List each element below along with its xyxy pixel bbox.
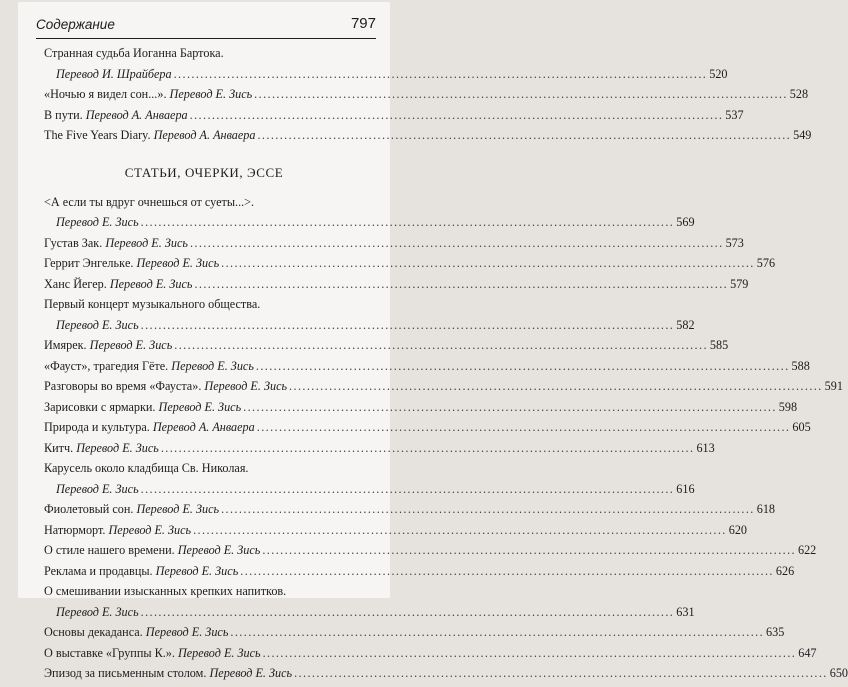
dot-leader [256, 359, 790, 374]
toc-entry-title: Ханс Йегер. [44, 276, 107, 291]
toc-entry-translator: Перевод Е. Зись [56, 481, 139, 496]
toc-entry-page: 650 [829, 666, 848, 680]
toc-entry-title: Зарисовки с ярмарки. [44, 399, 156, 414]
dot-leader [174, 67, 708, 82]
toc-entry-page: 598 [778, 399, 798, 414]
dot-leader [230, 625, 764, 640]
toc-entry-title: В пути. [44, 107, 83, 122]
toc-entry-text [44, 564, 238, 579]
toc-entry-page: 573 [725, 235, 744, 250]
toc-entry-translator: Перевод Е. Зись [89, 338, 173, 352]
dot-leader [190, 108, 724, 123]
toc-entry-text [44, 277, 192, 292]
toc-entry-title: О смешивании изысканных крепких напитков. [44, 584, 287, 598]
toc-entry-title: «Ночью я видел сон...». [44, 87, 167, 101]
toc-entry [44, 584, 364, 605]
dot-leader [221, 502, 755, 517]
toc-entry-page: 635 [766, 625, 785, 639]
toc-entry-translator: Перевод Е. Зись [204, 379, 288, 393]
toc-entry-page: 605 [792, 420, 811, 434]
toc-entry [44, 461, 364, 482]
toc-entry-translator: Перевод И. Шрайбера [56, 66, 172, 81]
toc-entry-title: Натюрморт. [44, 522, 106, 537]
toc-entry [44, 46, 364, 67]
toc-entry [44, 66, 728, 88]
toc-entry-text [44, 87, 252, 102]
running-header [36, 12, 376, 39]
toc-entry [44, 358, 810, 380]
toc-entry [44, 399, 798, 421]
toc-entry-title: Природа и культура. [44, 420, 150, 434]
toc-entry-page: 579 [730, 276, 749, 291]
toc-entry-text [44, 379, 287, 394]
toc-entry [44, 440, 715, 462]
toc-entry-text [44, 359, 254, 374]
toc-entry-text [44, 461, 248, 476]
toc-entry-title: Фиолетовый сон. [44, 502, 134, 516]
toc-entry-translator: Перевод Е. Зись [56, 215, 139, 229]
dot-leader [257, 420, 791, 435]
toc-entry [44, 195, 364, 216]
toc-entry-translator: Перевод Е. Зись [158, 399, 242, 414]
toc-entry [44, 645, 817, 667]
toc-entry-text [44, 338, 172, 353]
toc-entry-page: 620 [728, 522, 748, 537]
toc-entry-translator: Перевод Е. Зись [177, 543, 261, 557]
dot-leader [174, 338, 708, 353]
toc-entry-text [44, 46, 224, 61]
toc-entry-page: 582 [676, 317, 695, 332]
toc-entry-translator: Перевод Е. Зись [56, 317, 139, 332]
toc-entry [44, 297, 364, 318]
toc-entry [44, 379, 843, 400]
toc-entry-text [44, 523, 191, 538]
dot-leader [194, 277, 728, 292]
toc-entry-text [44, 108, 188, 123]
dot-leader [193, 523, 727, 538]
dot-leader [254, 87, 788, 102]
toc-entry-translator: Перевод Е. Зись [155, 563, 239, 578]
toc-entry-translator: Перевод Е. Зись [56, 604, 139, 619]
toc-entry-translator: Перевод Е. Зись [177, 645, 261, 660]
toc-entry-translator: Перевод Е. Зись [109, 276, 193, 291]
toc-entry-translator: Перевод А. Анваера [153, 128, 256, 142]
toc-entry-page: 591 [824, 379, 843, 393]
dot-leader [190, 236, 724, 251]
toc-entry [44, 256, 776, 277]
toc-entry [44, 563, 795, 585]
toc-entry-translator: Перевод Е. Зись [105, 235, 188, 250]
toc-entry-title: Странная судьба Иоганна Бартока. [44, 46, 224, 60]
toc-entry [44, 107, 744, 129]
toc-entry-page: 520 [709, 66, 728, 81]
dot-leader [141, 215, 675, 230]
toc-entry-text [44, 646, 261, 661]
dot-leader [294, 666, 828, 681]
toc-entry-page: 528 [789, 87, 809, 101]
toc-entry-page: 537 [725, 107, 744, 122]
toc-entry-text [44, 297, 260, 312]
dot-leader [240, 564, 774, 579]
toc-entry-text [44, 666, 292, 681]
toc-entry-text [44, 584, 286, 599]
toc-entry-text [44, 502, 219, 517]
toc-entry-page: 626 [775, 563, 795, 578]
toc-entry-title: Основы декаданса. [44, 625, 143, 639]
header-section-title: Содержание [36, 17, 115, 32]
toc-entry-text [44, 543, 260, 558]
toc-entry-text [56, 482, 139, 497]
toc-entry-title: О стиле нашего времени. [44, 543, 175, 557]
toc-entry-text [44, 400, 241, 415]
toc-entry-page: 549 [793, 128, 812, 142]
toc-entry-title: Геррит Энгелькe. [44, 256, 134, 270]
dot-leader [141, 605, 675, 620]
toc-entry-translator: Перевод Е. Зись [108, 522, 192, 537]
toc-entry-page: 616 [676, 481, 695, 496]
toc-entry-page: 576 [756, 256, 776, 270]
toc-entry-title: Первый концерт музыкального общества. [44, 297, 261, 311]
toc-entry-text [56, 215, 139, 230]
toc-entry-title: <А если ты вдруг очнешься от суеты...>. [44, 194, 255, 209]
dot-leader [221, 256, 755, 271]
toc-entry-translator: Перевод А. Анваера [85, 107, 188, 122]
toc-entry-text [56, 67, 172, 82]
toc-part-1 [44, 46, 812, 149]
toc-entry-translator: Перевод Е. Зись [169, 87, 253, 101]
toc-entry [44, 215, 695, 236]
toc-entry-page: 647 [798, 645, 817, 660]
toc-entry-title: О выставке «Группы К.». [44, 645, 175, 660]
toc-entry-translator: Перевод Е. Зись [209, 666, 293, 680]
toc-entry-text [56, 605, 139, 620]
header-page-number: 797 [350, 15, 376, 32]
dot-leader [289, 379, 823, 394]
toc-part-2 [44, 194, 848, 687]
toc-entry [44, 128, 812, 149]
toc-entry [44, 276, 749, 298]
toc-entry-page: 618 [756, 502, 775, 516]
toc-entry [44, 235, 744, 257]
toc-entry-title: Разговоры во время «Фауста». [44, 379, 202, 393]
toc-entry-text [44, 441, 159, 456]
toc-entry [44, 420, 811, 441]
toc-entry-translator: Перевод Е. Зись [136, 502, 220, 516]
toc-entry [44, 604, 695, 626]
toc-entry [44, 481, 695, 503]
toc-entry-page: 622 [797, 543, 817, 557]
toc-entry-translator: Перевод А. Анваера [152, 420, 255, 434]
toc-entry-page: 585 [709, 338, 729, 352]
toc-entry-text [44, 195, 254, 210]
toc-entry-page: 588 [791, 358, 810, 373]
dot-leader [161, 441, 695, 456]
toc-entry-translator: Перевод Е. Зись [136, 256, 220, 270]
book-page [18, 2, 848, 680]
toc-entry-text [44, 256, 219, 271]
toc-entry-title: The Five Years Diary. [44, 128, 151, 142]
toc-entry-text [44, 625, 228, 640]
toc-entry-translator: Перевод Е. Зись [171, 358, 254, 373]
toc-entry [44, 666, 848, 687]
toc-entry [44, 625, 785, 646]
table-of-contents [44, 46, 848, 687]
toc-entry-title: Эпизод за письменным столом. [44, 666, 207, 680]
toc-entry [44, 87, 809, 108]
dot-leader [262, 543, 796, 558]
toc-entry-page: 613 [696, 440, 715, 455]
dot-leader [257, 128, 791, 143]
dot-leader [243, 400, 777, 415]
toc-entry-text [44, 420, 255, 435]
toc-entry [44, 502, 775, 523]
toc-entry-title: «Фауст», трагедия Гёте. [44, 358, 169, 373]
toc-entry-title: Китч. [44, 440, 74, 455]
dot-leader [141, 482, 675, 497]
section-heading: СТАТЬИ, ОЧЕРКИ, ЭССЕ [124, 164, 284, 180]
toc-entry [44, 317, 695, 339]
toc-entry-text [44, 236, 188, 251]
dot-leader [141, 318, 675, 333]
toc-entry-title: Имярек. [44, 338, 87, 352]
toc-entry-translator: Перевод Е. Зись [145, 625, 229, 639]
toc-entry-page: 569 [676, 215, 695, 229]
toc-entry-page: 631 [676, 604, 695, 619]
dot-leader [263, 646, 797, 661]
toc-entry [44, 338, 729, 359]
toc-entry-text [56, 318, 139, 333]
toc-entry-title: Карусель около кладбища Св. Николая. [44, 461, 249, 475]
toc-entry-text [44, 128, 255, 143]
toc-entry [44, 543, 817, 564]
toc-entry [44, 522, 748, 544]
toc-entry-title: Реклама и продавцы. [44, 563, 153, 578]
toc-entry-title: Густав Зак. [44, 235, 103, 250]
toc-entry-translator: Перевод Е. Зись [76, 440, 159, 455]
